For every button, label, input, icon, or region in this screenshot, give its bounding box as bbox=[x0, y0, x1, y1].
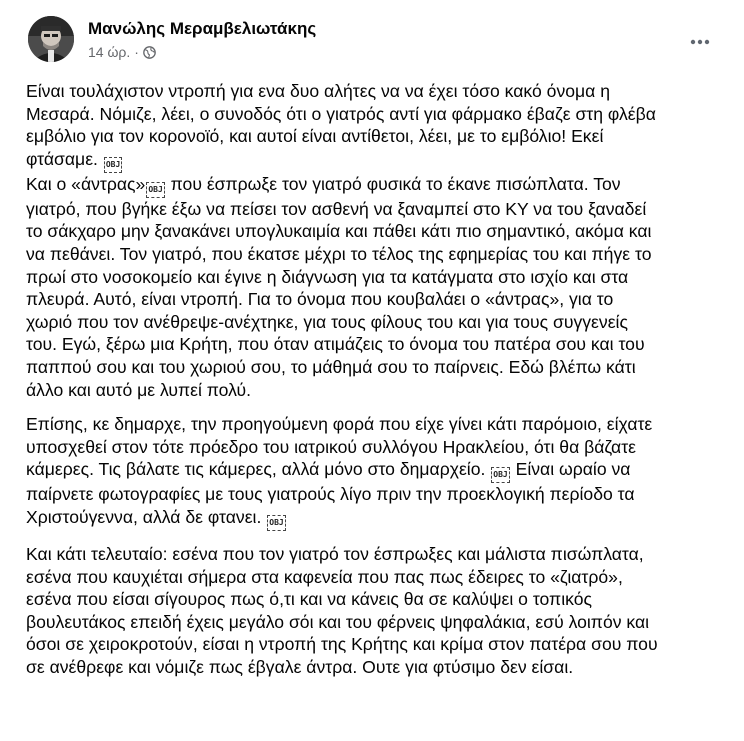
post-text-line: γιατρό, που βγήκε έξω να πείσει τον ασθενή να ξαναμπεί στο ΚΥ να του ξαναδεί bbox=[26, 198, 647, 219]
object-replacement-glyph: OBJ bbox=[267, 515, 285, 531]
post-text-line: υποσχεθεί στον τότε πρόεδρο του ιατρικού συλλόγου Ηρακλείου, ότι θα βάζατε bbox=[26, 436, 636, 457]
post-text-line: Επίσης, κε δημαρχε, την προηγούμενη φορά που είχε γίνει κάτι παρόμοιο, είχατε bbox=[26, 414, 653, 435]
post-text-line: πρωί στο νοσοκομείο και έγινε η διάγνωση για τα κατάγματα στο ισχίο και στα bbox=[26, 266, 629, 287]
post-paragraph bbox=[26, 543, 726, 679]
person-avatar-icon bbox=[28, 16, 74, 62]
post-text-line: του. Εγώ, ξέρω μια Κρήτη, που όταν ατιμάζεις το όνομα του πατέρα σου και του bbox=[26, 334, 645, 355]
more-dots-icon bbox=[690, 39, 710, 45]
post-text-line: Χριστούγεννα, αλλά δε φτανει. OBJ bbox=[26, 506, 726, 531]
post-text-line: το σάκχαρο μην ξανακάνει υπογλυκαιμία και πάθει κάτι πιο σημαντικό, ακόμα και bbox=[26, 221, 652, 242]
post-text-line: εσένα που καυχιέται σήμερα στα καφενεία που πας πως έδειρες το «ζιατρό», bbox=[26, 566, 623, 587]
object-replacement-glyph: OBJ bbox=[146, 182, 164, 198]
author-avatar[interactable] bbox=[28, 16, 74, 62]
post-text-line: άλλο και αυτό με λυπεί πολύ. bbox=[26, 379, 252, 400]
post-text-line: Είναι τουλάχιστον ντροπή για ενα δυο αλήτες να να έχει τόσο κακό όνομα η bbox=[26, 81, 611, 101]
post-text-line: πλευρά. Αυτό, είναι ντροπή. Για το όνομα που κουβαλάει ο «άντρας», για το bbox=[26, 289, 614, 310]
post-paragraph bbox=[26, 80, 726, 401]
post-text-line: χωριό που τον ανέθρεψε-ανέχτηκε, για τους φίλους του και για τους συγγενείς bbox=[26, 311, 628, 332]
post-text-line: εμβόλιο για τον κορονοϊό, και αυτοί είναι αντίθετοι, λέει, με το εμβόλιο! Εκεί bbox=[26, 126, 604, 147]
post-text-line: όσοι σε χειροκροτούν, είσαι η ντροπή της Κρήτης και κρίμα στον πατέρα σου που bbox=[26, 634, 658, 655]
object-replacement-glyph: OBJ bbox=[491, 467, 509, 483]
post-paragraph bbox=[26, 413, 726, 531]
post-text-line: Μεσαρά. Νόμιζε, λέει, ο συνοδός ότι ο γιατρός αντί για φάρμακο έβαζε στη φλέβα bbox=[26, 103, 656, 124]
post-text-line: βουλευτάκος επειδή έχεις μεγάλο σόι και του φέρνεις ψηφαλάκια, εσύ λοιπόν και bbox=[26, 611, 650, 632]
post-text-line: Και κάτι τελευταίο: εσένα που τον γιατρό τον έσπρωξες και μάλιστα πισώπλατα, bbox=[26, 543, 644, 564]
post-header bbox=[0, 0, 744, 70]
post-text-line: φτάσαμε. OBJ bbox=[26, 148, 726, 173]
post-text-line: σε ανέθρεφε και νόμιζε πως έβγαλε άντρα. Ουτε για φτύσιμο δεν είσαι. bbox=[26, 656, 574, 677]
post-text-line: κάμερες. Τις βάλατε τις κάμερες, αλλά μόνο στο δημαρχείο. OBJ Είναι ωραίο να bbox=[26, 458, 726, 483]
post-text-line: παίρνετε φωτογραφίες με τους γιατρούς λίγο πριν την προεκλογική περίοδο τα bbox=[26, 484, 635, 505]
more-options-button[interactable] bbox=[684, 26, 716, 58]
post-text-line: παππού σου και του χωριού σου, το μάθημά σου το παίρνεις. Εδώ βλέπω κάτι bbox=[26, 356, 636, 377]
meta-separator: · bbox=[134, 44, 139, 60]
post-time[interactable]: 14 ώρ. bbox=[88, 44, 131, 60]
post-meta bbox=[88, 44, 156, 60]
post-text-line: εσένα που είσαι σίγουρος πως ό,τι και να κάνεις θα σε καλύψει ο τοπικός bbox=[26, 589, 592, 610]
post-body bbox=[26, 80, 726, 678]
post-text-line: να πεθάνει. Τον γιατρό, που έκατσε μέχρι το τέλος της εφημερίας του και πήγε το bbox=[26, 243, 652, 264]
post-text-line: Και ο «άντρας» OBJ που έσπρωξε τον γιατρό φυσικά το έκανε πισώπλατα. Τον bbox=[26, 173, 726, 198]
globe-icon[interactable] bbox=[143, 46, 156, 59]
object-replacement-glyph: OBJ bbox=[104, 157, 122, 173]
author-name[interactable]: Μανώλης Μεραμβελιωτάκης bbox=[88, 19, 317, 38]
